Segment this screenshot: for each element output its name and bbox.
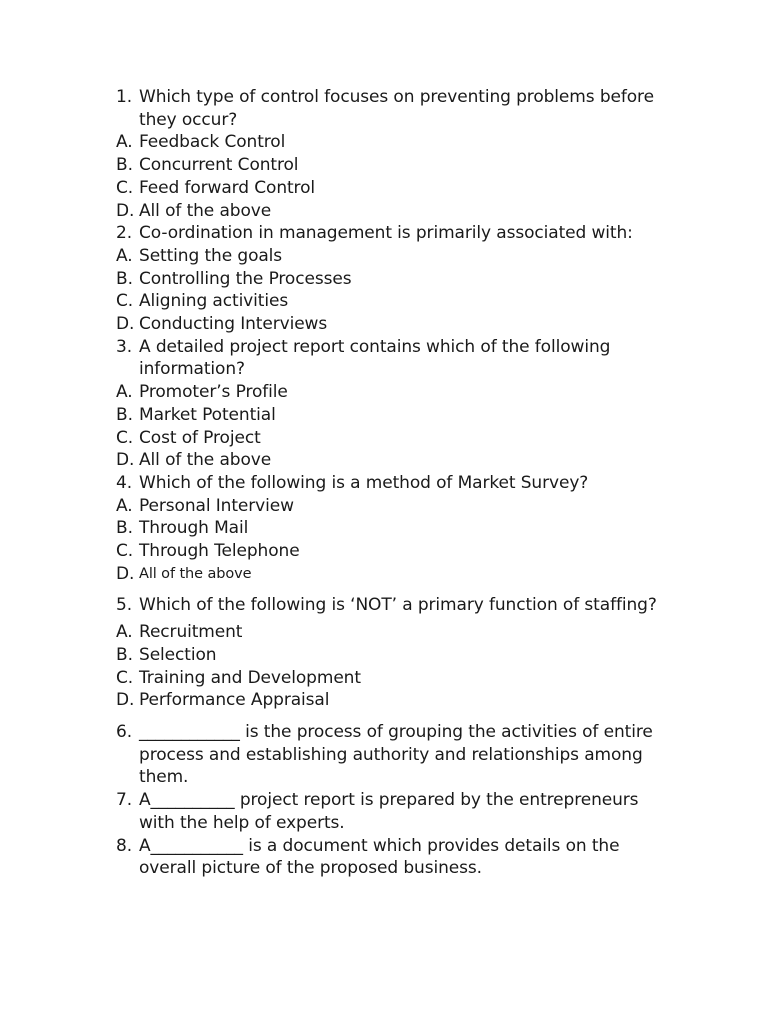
question-7 <box>116 789 676 834</box>
option-letter: B. <box>116 268 133 289</box>
option-letter: D. <box>116 690 135 711</box>
option-letter: B. <box>116 155 133 176</box>
question-text: ____________ is the process of grouping the activities of entire process and establishing authority and relationships among them. <box>139 721 653 788</box>
option-text: Cost of Project <box>139 427 261 448</box>
option-text: Through Telephone <box>139 541 300 562</box>
question-3 <box>116 336 676 381</box>
option-2a <box>116 245 676 268</box>
option-3d <box>116 449 676 472</box>
option-text: Training and Development <box>139 667 361 688</box>
option-2c <box>116 290 676 313</box>
option-text: Performance Appraisal <box>139 690 330 711</box>
option-letter: B. <box>116 518 133 539</box>
question-number: 8. <box>116 835 133 856</box>
option-letter: A. <box>116 382 133 403</box>
option-text: Feedback Control <box>139 132 286 153</box>
question-text: A detailed project report contains which of the following information? <box>139 336 611 380</box>
option-3b <box>116 404 676 427</box>
option-5c <box>116 667 676 690</box>
option-4d <box>116 563 676 586</box>
option-letter: A. <box>116 245 133 266</box>
question-text: A__________ project report is prepared by the entrepreneurs with the help of experts. <box>139 790 639 833</box>
question-number: 1. <box>116 87 133 107</box>
option-text: Promoter’s Profile <box>139 382 288 403</box>
question-text: Co-ordination in management is primarily associated with: <box>139 223 633 244</box>
option-2d <box>116 313 676 336</box>
question-number: 2. <box>116 223 133 244</box>
option-letter: B. <box>116 404 133 425</box>
question-number: 6. <box>116 721 133 742</box>
option-text: All of the above <box>139 565 252 582</box>
option-text: Conducting Interviews <box>139 314 328 335</box>
option-4c <box>116 540 676 563</box>
question-1 <box>116 86 676 131</box>
option-text: All of the above <box>139 450 272 471</box>
question-number: 5. <box>116 595 133 616</box>
option-text: Controlling the Processes <box>139 268 352 289</box>
question-5 <box>116 594 676 617</box>
option-text: Setting the goals <box>139 245 283 266</box>
option-1b <box>116 154 676 177</box>
option-letter: C. <box>116 541 134 562</box>
option-letter: A. <box>116 622 133 643</box>
question-number: 3. <box>116 336 133 357</box>
option-3a <box>116 381 676 404</box>
option-5d <box>116 689 676 712</box>
option-letter: D. <box>116 200 135 221</box>
option-2b <box>116 268 676 291</box>
option-letter: B. <box>116 644 133 665</box>
question-text: Which type of control focuses on preventing problems before they occur? <box>139 87 654 130</box>
option-text: Selection <box>139 644 217 665</box>
option-text: All of the above <box>139 200 272 221</box>
option-5b <box>116 644 676 667</box>
option-4a <box>116 495 676 518</box>
option-letter: D. <box>116 563 135 584</box>
question-8 <box>116 835 676 880</box>
option-letter: C. <box>116 291 134 312</box>
option-text: Market Potential <box>139 404 276 425</box>
question-text: Which of the following is ‘NOT’ a primary function of staffing? <box>139 595 657 616</box>
question-6 <box>116 721 676 789</box>
question-text: A___________ is a document which provides details on the overall picture of the proposed business. <box>139 835 620 879</box>
option-letter: A. <box>116 132 133 153</box>
question-text: Which of the following is a method of Market Survey? <box>139 472 589 493</box>
option-letter: C. <box>116 427 134 448</box>
option-5a <box>116 621 676 644</box>
option-text: Through Mail <box>139 518 249 539</box>
option-text: Recruitment <box>139 622 243 643</box>
option-letter: D. <box>116 314 135 335</box>
option-letter: A. <box>116 495 133 516</box>
question-2 <box>116 222 676 245</box>
option-text: Aligning activities <box>139 291 289 312</box>
option-1a <box>116 131 676 154</box>
option-text: Concurrent Control <box>139 155 299 176</box>
option-1d <box>116 200 676 223</box>
option-letter: D. <box>116 450 135 471</box>
option-text: Feed forward Control <box>139 177 315 198</box>
question-list <box>116 86 676 880</box>
question-number: 4. <box>116 472 133 493</box>
question-4 <box>116 472 676 495</box>
option-letter: C. <box>116 667 134 688</box>
option-letter: C. <box>116 177 134 198</box>
option-4b <box>116 517 676 540</box>
option-text: Personal Interview <box>139 495 294 516</box>
option-3c <box>116 427 676 450</box>
option-1c <box>116 177 676 200</box>
question-number: 7. <box>116 790 133 811</box>
